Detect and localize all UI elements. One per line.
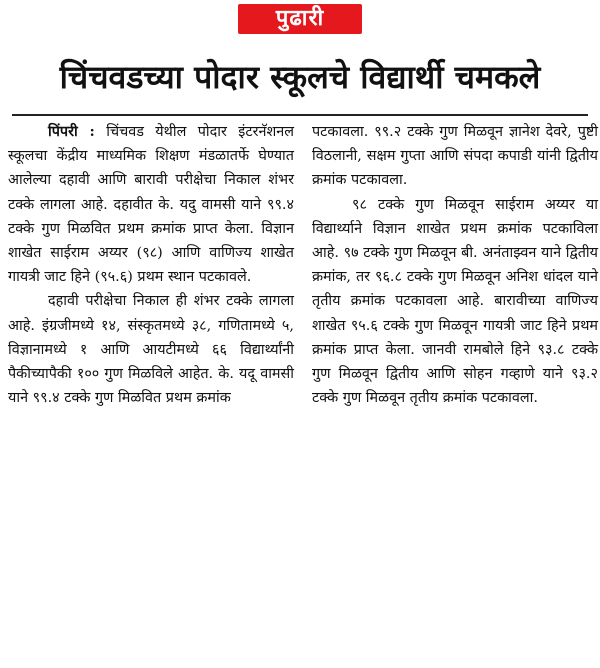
article-headline: चिंचवडच्या पोदार स्कूलचे विद्यार्थी चमकले [59, 58, 541, 96]
article-paragraph: पटकावला. ९९.२ टक्के गुण मिळवून ज्ञानेश देवरे, पुष्टी विठलानी, सक्षम गुप्ता आणि संपदा कपाडी यांनी द्वितीय क्रमांक पटकावला. [312, 124, 598, 189]
article-column-left [8, 120, 294, 410]
article-paragraph: ९८ टक्के गुण मिळवून साईराम अय्यर या विद्यार्थ्याने विज्ञान शाखेत प्रथम क्रमांक पटकाविला आहे. ९७ टक्के गुण मिळवून बी. अनंताझ्वन याने द्वितीय क्रमांक, तर ९६.८ टक्के गुण मिळवून अनिश धांदल याने तृतीय क्रमांक पटकावला आहे. बारावीच्या वाणिज्य शाखेत ९५.६ टक्के गुण मिळवून गायत्री जाट हिने प्रथम क्रमांक प्राप्त केला. जानवी रामबोले हिने ९३.८ टक्के गुण मिळवून द्वितीय आणि सोहन गव्हाणे याने ९३.२ टक्के गुण मिळवून तृतीय क्रमांक पटकावला. [312, 196, 598, 407]
article-paragraph [8, 120, 294, 289]
dateline: पिंपरी : [48, 123, 95, 140]
headline-divider [12, 114, 588, 116]
masthead-logo: पुढारी [238, 4, 362, 34]
article-column-right [312, 120, 598, 410]
paragraph-text: चिंचवड येथील पोदार इंटरनॅशनल स्कूलचा केंद्रीय माध्यमिक शिक्षण मंडळातर्फे घेण्यात आलेल्या दहावी आणि बारावी परीक्षेचा निकाल शंभर टक्के लागला आहे. दहावीत के. यदु वामसी याने ९९.४ टक्के गुण मिळवित प्रथम क्रमांक प्राप्त केला. विज्ञान शाखेत साईराम अय्यर (९८) आणि वाणिज्य शाखेत गायत्री जाट हिने (९५.६) प्रथम स्थान पटकावले. [8, 124, 294, 286]
article-paragraph: दहावी परीक्षेचा निकाल ही शंभर टक्के लागला आहे. इंग्रजीमध्ये १४, संस्कृतमध्ये ३८, गणितामध्ये ५, विज्ञानामध्ये १ आणि आयटीमध्ये ६६ विद्यार्थ्यांनी पैकीच्यापैकी १०० गुण मिळविले आहेत. के. यदू वामसी याने ९९.४ टक्के गुण मिळवित प्रथम क्रमांक [8, 293, 294, 407]
